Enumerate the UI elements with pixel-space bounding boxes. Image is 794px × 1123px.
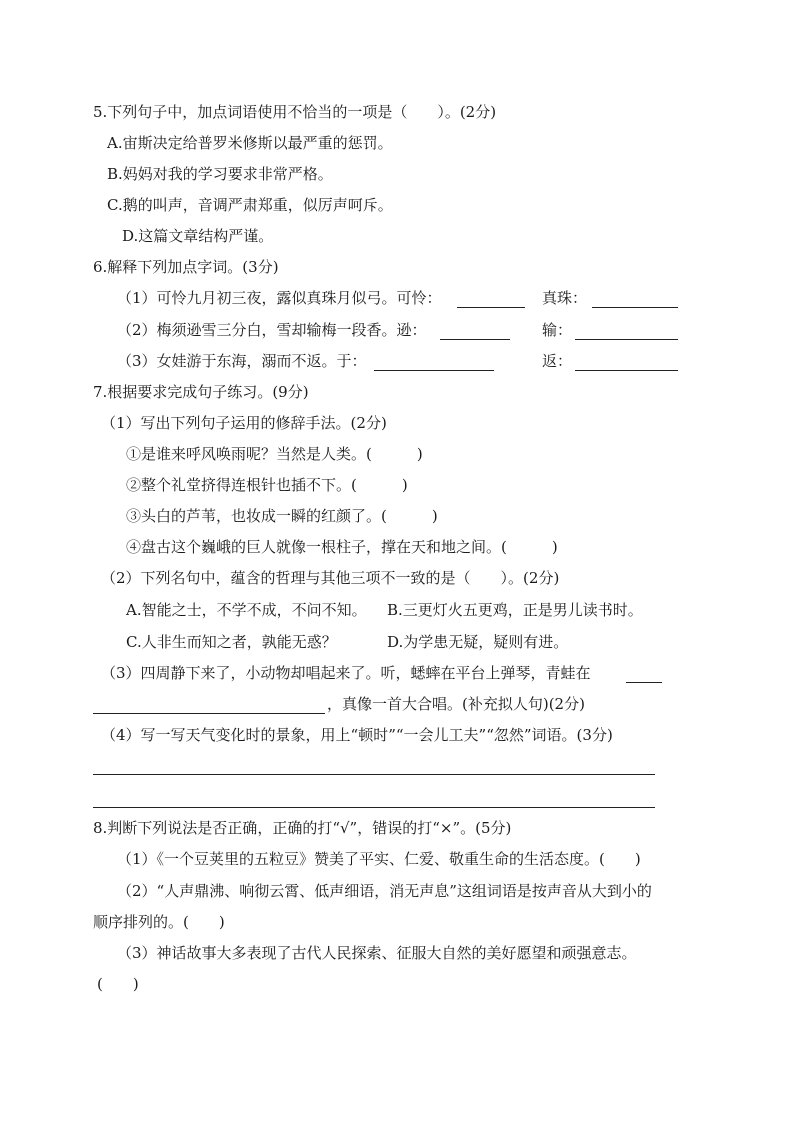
q7-sub2-option-c: C.人非生而知之者，孰能无惑？	[126, 633, 337, 651]
q6-item-3: （3）女娃游于东海，溺而不返。于：	[117, 352, 367, 370]
q7-sub4-answer-line-1[interactable]	[93, 774, 655, 775]
q8-item-2: （2）“人声鼎沸、响彻云霄、低声细语，消无声息”这组词语是按声音从大到小的	[117, 882, 652, 900]
q8-item-2-cont: 顺序排列的。( )	[93, 913, 225, 931]
q5-option-d: D.这篇文章结构严谨。	[122, 227, 274, 245]
q6-item-1-answer2-blank[interactable]	[592, 307, 678, 308]
q8-item-3-cont: ( )	[97, 975, 139, 993]
q7-sub3-line2: ，真像一首大合唱。(补充拟人句)(2分)	[327, 695, 585, 713]
q7-sub2-option-d: D.为学患无疑，疑则有进。	[387, 633, 569, 651]
q7-sub3-answer-blank-2[interactable]	[93, 713, 325, 714]
q6-item-2: （2）梅须逊雪三分白，雪却输梅一段香。逊：	[117, 321, 427, 339]
q7-sub1-stem: （1）写出下列句子运用的修辞手法。(2分)	[101, 414, 387, 432]
q6-item-1: （1）可怜九月初三夜，露似真珠月似弓。可怜：	[117, 289, 442, 307]
q7-sub1-item-4: ④盘古这个巍峨的巨人就像一根柱子，撑在天和地之间。( )	[126, 538, 558, 556]
q6-item-3-answer2-blank[interactable]	[575, 370, 678, 371]
q7-sub2-option-a: A.智能之士，不学不成，不问不知。	[126, 601, 367, 619]
q7-sub3-answer-blank-1[interactable]	[626, 682, 662, 683]
q8-stem: 8.判断下列说法是否正确，正确的打“√”，错误的打“×”。(5分)	[93, 819, 512, 837]
q6-item-2-answer2-blank[interactable]	[575, 339, 678, 340]
q6-item-3-answer-blank[interactable]	[374, 370, 494, 371]
q5-stem: 5.下列句子中，加点词语使用不恰当的一项是（ ）。(2分)	[93, 103, 497, 121]
q7-sub2-stem: （2）下列名句中，蕴含的哲理与其他三项不一致的是（ ）。(2分)	[101, 569, 560, 587]
q8-item-1: （1）《一个豆荚里的五粒豆》赞美了平实、仁爱、敬重生命的生活态度。( )	[117, 850, 641, 868]
q7-sub3-line1: （3）四周静下来了，小动物却唱起来了。听，蟋蟀在平台上弹琴，青蛙在	[101, 664, 591, 682]
q6-item-2-answer-blank[interactable]	[440, 339, 510, 340]
q7-sub2-option-b: B.三更灯火五更鸡，正是男儿读书时。	[387, 601, 643, 619]
q7-stem: 7.根据要求完成句子练习。(9分)	[93, 383, 309, 401]
q7-sub1-item-2: ②整个礼堂挤得连根针也插不下。( )	[126, 476, 408, 494]
q6-item-1-label2: 真珠：	[542, 289, 588, 307]
q5-option-a: A.宙斯决定给普罗米修斯以最严重的惩罚。	[107, 134, 393, 152]
q5-option-b: B.妈妈对我的学习要求非常严格。	[107, 165, 333, 183]
q6-item-2-label2: 输：	[542, 321, 573, 339]
q7-sub4-answer-line-2[interactable]	[93, 807, 655, 808]
q5-option-c: C.鹅的叫声，音调严肃郑重，似厉声呵斥。	[107, 196, 393, 214]
q7-sub1-item-1: ①是谁来呼风唤雨呢？当然是人类。( )	[126, 445, 423, 463]
q7-sub4-stem: （4）写一写天气变化时的景象，用上“顿时”“一会儿工夫”“忽然”词语。(3分)	[101, 726, 613, 744]
q6-stem: 6.解释下列加点字词。(3分)	[93, 258, 279, 276]
q6-item-3-label2: 返：	[542, 352, 573, 370]
q6-item-1-answer-blank[interactable]	[457, 307, 525, 308]
q8-item-3: （3）神话故事大多表现了古代人民探索、征服大自然的美好愿望和顽强意志。	[117, 944, 637, 962]
q7-sub1-item-3: ③头白的芦苇，也妆成一瞬的红颜了。( )	[126, 507, 438, 525]
